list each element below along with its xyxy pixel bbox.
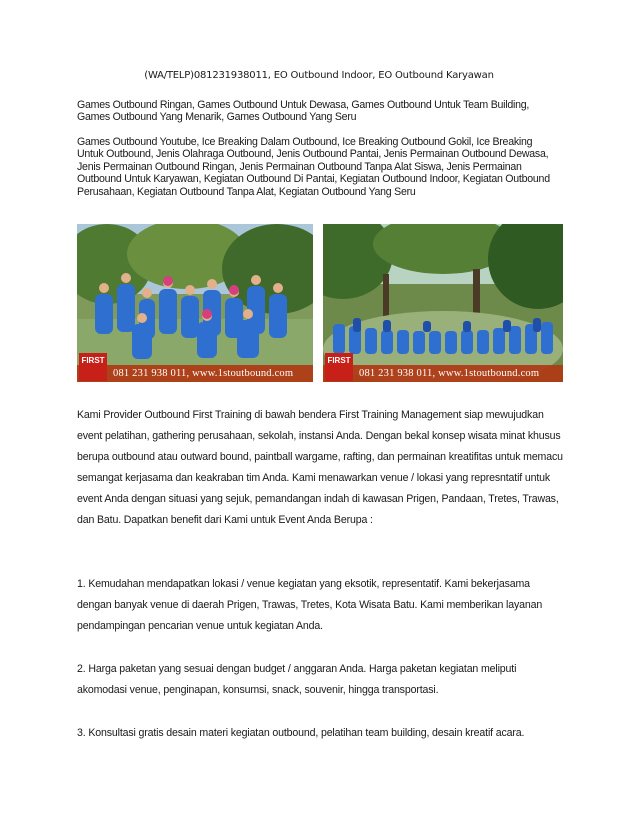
group-photo-right-image bbox=[323, 224, 563, 382]
benefit-item-2: 2. Harga paketan yang sesuai dengan budget / anggaran Anda. Harga paketan kegiatan meliputi akomodasi venue, penginapan, konsumsi, snack, souvenir, hingga transportasi. bbox=[77, 663, 517, 696]
first-logo: FIRST bbox=[325, 353, 353, 381]
intro-paragraph: Kami Provider Outbound First Training di bawah bendera First Training Management siap mewujudkan event pelatihan, gathering perusahaan, sekolah, instansi Anda. Dengan bekal konsep wisata minat khusus berupa outbound atau outward bound, paintball wargame, rafting, dan permainan kreatifitas untuk memacu semangat kerjasama dan keakraban tim Anda. Kami menawarkan venue / lokasi yang represntatif untuk event Anda dengan situasi yang sejuk, pemandangan indah di kawasan Prigen, Pandaan, Tretes, Trawas, dan Batu. Dapatkan benefit dari Kami untuk Event Anda Berupa : bbox=[77, 409, 563, 526]
group-photo-left-image bbox=[77, 224, 313, 382]
photo-banner-left bbox=[77, 355, 313, 382]
first-logo: FIRST bbox=[79, 353, 107, 381]
photo-banner-right bbox=[323, 355, 563, 382]
benefit-item-3: 3. Konsultasi gratis desain materi kegiatan outbound, pelatihan team building, desain kreatif acara. bbox=[77, 727, 525, 739]
keyword-paragraph-1: Games Outbound Ringan, Games Outbound Untuk Dewasa, Games Outbound Untuk Team Building, Games Outbound Yang Menarik, Games Outbound Yang Seru bbox=[77, 99, 530, 124]
keyword-paragraph-2: Games Outbound Youtube, Ice Breaking Dalam Outbound, Ice Breaking Outbound Gokil, Ice Breaking Untuk Outbound, Jenis Olahraga Outbound, Jenis Outbound Pantai, Jenis Permainan Outbound Dewasa, Jenis Permainan Outbound Ringan, Jenis Permainan Outbound Tanpa Alat Siswa, Jenis Permainan Outbound Untuk Karyawan, Kegiatan Outbound Di Pantai, Kegiatan Outbound Indoor, Kegiatan Outbound Perusahaan, Kegiatan Outbound Tanpa Alat, Kegiatan Outbound Yang Seru bbox=[77, 136, 550, 198]
photo-contact-text: 081 231 938 011, www.1stoutbound.com bbox=[359, 368, 540, 379]
photo-contact-text: 081 231 938 011, www.1stoutbound.com bbox=[113, 368, 294, 379]
benefit-item-1: 1. Kemudahan mendapatkan lokasi / venue kegiatan yang eksotik, representatif. Kami bekerjasama dengan banyak venue di daerah Prigen, Trawas, Tretes, Kota Wisata Batu. Kami memberikan layanan pendampingan pencarian venue untuk kegiatan Anda. bbox=[77, 578, 543, 632]
group-photo-left bbox=[77, 224, 313, 382]
document-title: (WA/TELP)081231938011, EO Outbound Indoor, EO Outbound Karyawan bbox=[144, 70, 494, 81]
group-photo-right bbox=[323, 224, 563, 382]
